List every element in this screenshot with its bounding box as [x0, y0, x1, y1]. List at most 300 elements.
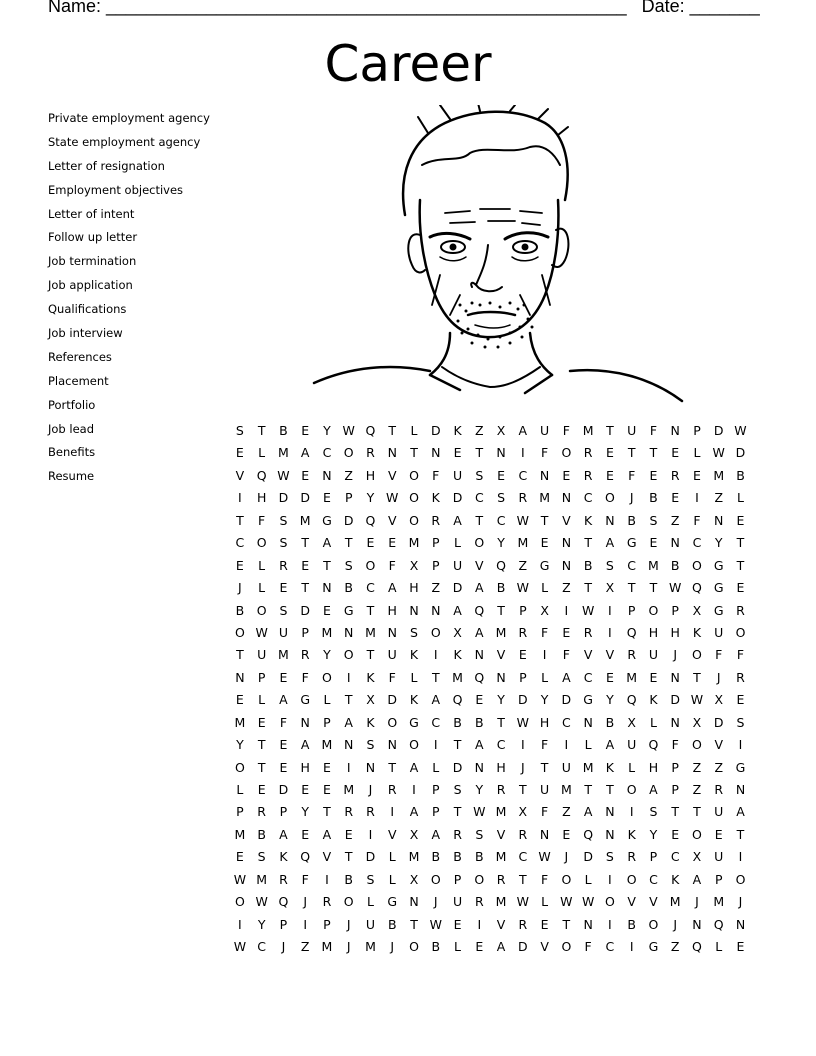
grid-letter[interactable]: E	[322, 490, 331, 506]
grid-letter[interactable]: M	[234, 826, 246, 842]
grid-letter[interactable]: E	[279, 669, 288, 685]
grid-letter[interactable]: E	[605, 467, 614, 483]
grid-letter[interactable]: N	[539, 467, 550, 483]
grid-letter[interactable]: S	[649, 512, 658, 528]
grid-letter[interactable]: T	[693, 804, 701, 820]
grid-letter[interactable]: N	[431, 445, 441, 461]
grid-letter[interactable]: E	[605, 445, 614, 461]
grid-letter[interactable]: W	[429, 916, 442, 932]
grid-letter[interactable]: W	[277, 467, 290, 483]
grid-letter[interactable]: C	[518, 467, 528, 483]
grid-letter[interactable]: T	[257, 737, 266, 753]
grid-letter[interactable]: A	[344, 714, 353, 730]
grid-letter[interactable]: Q	[300, 849, 311, 865]
grid-letter[interactable]: T	[693, 669, 701, 685]
grid-letter[interactable]: T	[584, 535, 592, 551]
grid-letter[interactable]: V	[475, 557, 484, 573]
grid-letter[interactable]: N	[735, 782, 746, 797]
grid-letter[interactable]: E	[279, 737, 288, 753]
grid-letter[interactable]: T	[431, 669, 440, 685]
grid-letter[interactable]: V	[496, 826, 506, 842]
grid-letter[interactable]: M	[365, 939, 376, 955]
grid-letter[interactable]: Q	[256, 467, 267, 483]
grid-letter[interactable]: U	[365, 916, 376, 932]
grid-letter[interactable]: X	[496, 423, 506, 438]
grid-letter[interactable]: L	[388, 849, 396, 865]
grid-letter[interactable]: Y	[475, 782, 484, 797]
grid-letter[interactable]: B	[583, 557, 593, 573]
grid-letter[interactable]: I	[608, 916, 612, 932]
grid-letter[interactable]: N	[344, 737, 354, 753]
grid-letter[interactable]: L	[715, 939, 723, 955]
grid-letter[interactable]: S	[605, 557, 614, 573]
grid-letter[interactable]: J	[303, 894, 308, 910]
grid-letter[interactable]: N	[300, 714, 310, 730]
grid-letter[interactable]: O	[234, 624, 245, 640]
grid-letter[interactable]: P	[671, 782, 679, 797]
grid-letter[interactable]: I	[608, 602, 612, 618]
grid-letter[interactable]: E	[257, 782, 266, 797]
grid-letter[interactable]: Q	[713, 916, 724, 932]
grid-letter[interactable]: R	[518, 624, 528, 640]
grid-letter[interactable]: P	[323, 714, 331, 730]
grid-letter[interactable]: O	[735, 871, 746, 887]
grid-letter[interactable]: L	[366, 894, 374, 910]
grid-letter[interactable]: M	[495, 804, 507, 820]
grid-letter[interactable]: O	[409, 490, 419, 506]
grid-letter[interactable]: E	[322, 602, 331, 618]
grid-letter[interactable]: V	[583, 647, 593, 663]
grid-letter[interactable]: S	[235, 423, 244, 438]
grid-letter[interactable]: H	[365, 467, 376, 483]
grid-letter[interactable]: G	[648, 939, 659, 955]
grid-letter[interactable]: F	[671, 737, 679, 753]
grid-letter[interactable]: B	[627, 916, 636, 932]
grid-letter[interactable]: E	[388, 535, 397, 551]
grid-letter[interactable]: W	[690, 692, 704, 708]
grid-letter[interactable]: S	[366, 871, 375, 887]
grid-letter[interactable]: U	[452, 557, 463, 573]
grid-letter[interactable]: I	[325, 871, 329, 887]
grid-letter[interactable]: I	[433, 737, 438, 753]
grid-letter[interactable]: T	[257, 423, 266, 438]
grid-letter[interactable]: U	[561, 759, 571, 775]
grid-letter[interactable]: T	[388, 423, 397, 438]
grid-letter[interactable]: F	[541, 445, 549, 461]
grid-letter[interactable]: W	[255, 624, 268, 640]
grid-letter[interactable]: O	[692, 826, 702, 842]
grid-letter[interactable]: F	[693, 512, 701, 528]
grid-letter[interactable]: P	[236, 804, 244, 820]
grid-letter[interactable]: P	[279, 804, 288, 820]
grid-letter[interactable]: M	[495, 624, 507, 640]
grid-letter[interactable]: B	[649, 490, 658, 506]
grid-letter[interactable]: H	[539, 714, 550, 730]
grid-letter[interactable]: W	[538, 849, 551, 865]
grid-letter[interactable]: M	[648, 557, 659, 573]
grid-letter[interactable]: B	[627, 512, 636, 528]
grid-letter[interactable]: E	[453, 916, 462, 932]
grid-letter[interactable]: H	[256, 490, 267, 506]
grid-letter[interactable]: R	[279, 871, 288, 887]
grid-letter[interactable]: I	[477, 916, 482, 932]
grid-letter[interactable]: H	[648, 624, 659, 640]
grid-letter[interactable]: T	[366, 602, 375, 618]
grid-letter[interactable]: G	[583, 692, 593, 708]
grid-letter[interactable]: O	[474, 871, 485, 887]
grid-letter[interactable]: T	[301, 580, 309, 596]
grid-letter[interactable]: C	[257, 939, 267, 955]
grid-letter[interactable]: O	[409, 512, 419, 528]
grid-letter[interactable]: C	[692, 535, 702, 551]
grid-letter[interactable]: I	[412, 782, 416, 797]
grid-letter[interactable]: K	[584, 512, 593, 528]
grid-letter[interactable]: Q	[365, 512, 376, 528]
grid-letter[interactable]: G	[387, 894, 398, 910]
name-field[interactable]: ____________________________________________________	[106, 0, 627, 16]
grid-letter[interactable]: N	[322, 580, 332, 596]
grid-letter[interactable]: N	[365, 759, 376, 775]
grid-letter[interactable]: O	[474, 535, 485, 551]
grid-letter[interactable]: I	[564, 602, 569, 618]
grid-letter[interactable]: Y	[649, 826, 658, 842]
grid-letter[interactable]: U	[714, 624, 724, 640]
grid-letter[interactable]: A	[431, 826, 441, 842]
grid-letter[interactable]: Z	[670, 939, 680, 955]
grid-letter[interactable]: X	[366, 692, 375, 708]
grid-letter[interactable]: I	[390, 804, 395, 820]
grid-letter[interactable]: T	[519, 782, 527, 797]
grid-letter[interactable]: A	[692, 871, 702, 887]
grid-letter[interactable]: A	[649, 782, 658, 797]
grid-letter[interactable]: T	[475, 512, 484, 528]
grid-letter[interactable]: L	[432, 759, 440, 775]
grid-letter[interactable]: Y	[323, 647, 331, 663]
grid-letter[interactable]: L	[454, 535, 462, 551]
grid-letter[interactable]: E	[301, 826, 310, 842]
grid-letter[interactable]: C	[496, 512, 506, 528]
grid-letter[interactable]: C	[583, 669, 593, 685]
grid-letter[interactable]: V	[235, 467, 245, 483]
grid-letter[interactable]: O	[387, 714, 398, 730]
grid-letter[interactable]: A	[387, 580, 397, 596]
grid-letter[interactable]: E	[736, 580, 745, 596]
grid-letter[interactable]: A	[279, 692, 288, 708]
grid-letter[interactable]: U	[540, 423, 550, 438]
grid-letter[interactable]: M	[408, 535, 420, 551]
grid-letter[interactable]: P	[432, 557, 440, 573]
grid-letter[interactable]: R	[583, 624, 593, 640]
grid-letter[interactable]: F	[736, 647, 745, 663]
grid-letter[interactable]: W	[581, 602, 595, 618]
grid-letter[interactable]: V	[649, 894, 658, 910]
grid-letter[interactable]: L	[258, 692, 266, 708]
grid-letter[interactable]: E	[671, 826, 680, 842]
grid-letter[interactable]: X	[409, 826, 419, 842]
grid-letter[interactable]: S	[649, 804, 658, 820]
grid-letter[interactable]: J	[673, 647, 678, 663]
grid-letter[interactable]: X	[540, 602, 549, 618]
grid-letter[interactable]: B	[257, 826, 266, 842]
grid-letter[interactable]: L	[541, 580, 549, 596]
grid-letter[interactable]: N	[409, 602, 419, 618]
grid-letter[interactable]: O	[626, 871, 637, 887]
grid-letter[interactable]: Q	[365, 423, 376, 438]
grid-letter[interactable]: C	[670, 849, 680, 865]
grid-letter[interactable]: N	[387, 624, 397, 640]
grid-letter[interactable]: I	[629, 939, 634, 955]
grid-letter[interactable]: P	[693, 423, 701, 438]
grid-letter[interactable]: C	[366, 580, 375, 596]
grid-letter[interactable]: Y	[714, 535, 723, 551]
grid-letter[interactable]: O	[604, 894, 615, 910]
grid-letter[interactable]: E	[540, 916, 549, 932]
grid-letter[interactable]: S	[736, 714, 745, 730]
grid-letter[interactable]: E	[649, 535, 658, 551]
grid-letter[interactable]: L	[584, 871, 592, 887]
grid-letter[interactable]: O	[343, 894, 354, 910]
grid-letter[interactable]: Z	[431, 580, 441, 596]
grid-letter[interactable]: I	[368, 826, 373, 842]
grid-letter[interactable]: G	[713, 557, 724, 573]
grid-letter[interactable]: H	[409, 580, 419, 596]
grid-letter[interactable]: B	[344, 580, 353, 596]
grid-letter[interactable]: V	[562, 512, 571, 528]
grid-letter[interactable]: R	[496, 871, 506, 887]
grid-letter[interactable]: Y	[497, 692, 505, 708]
grid-letter[interactable]: Z	[344, 467, 353, 483]
grid-letter[interactable]: K	[366, 669, 375, 685]
grid-letter[interactable]: I	[695, 490, 699, 506]
grid-letter[interactable]: T	[649, 445, 658, 461]
grid-letter[interactable]: T	[584, 782, 592, 797]
grid-letter[interactable]: H	[387, 602, 397, 618]
grid-letter[interactable]: V	[540, 939, 549, 955]
grid-letter[interactable]: J	[368, 782, 373, 797]
grid-letter[interactable]: F	[541, 871, 549, 887]
grid-letter[interactable]: I	[738, 737, 743, 753]
grid-letter[interactable]: T	[497, 714, 505, 730]
grid-letter[interactable]: E	[235, 557, 244, 573]
grid-letter[interactable]: E	[235, 445, 244, 461]
grid-letter[interactable]: R	[387, 782, 397, 797]
grid-letter[interactable]: C	[583, 490, 593, 506]
grid-letter[interactable]: X	[605, 580, 615, 596]
grid-letter[interactable]: D	[300, 490, 310, 506]
grid-letter[interactable]: W	[342, 423, 355, 438]
grid-letter[interactable]: R	[736, 669, 745, 685]
grid-letter[interactable]: J	[390, 939, 395, 955]
grid-letter[interactable]: C	[627, 557, 637, 573]
grid-letter[interactable]: I	[608, 871, 612, 887]
grid-letter[interactable]: R	[496, 782, 506, 797]
grid-letter[interactable]: K	[627, 826, 636, 842]
grid-letter[interactable]: U	[627, 423, 637, 438]
grid-letter[interactable]: T	[475, 445, 484, 461]
grid-letter[interactable]: K	[649, 692, 658, 708]
grid-letter[interactable]: T	[606, 423, 614, 438]
grid-letter[interactable]: S	[475, 826, 484, 842]
grid-letter[interactable]: M	[713, 467, 725, 483]
grid-letter[interactable]: A	[431, 692, 441, 708]
grid-letter[interactable]: B	[235, 602, 245, 618]
grid-letter[interactable]: O	[626, 782, 637, 797]
grid-letter[interactable]: A	[475, 624, 484, 640]
grid-letter[interactable]: J	[346, 939, 351, 955]
grid-letter[interactable]: S	[279, 535, 288, 551]
grid-letter[interactable]: T	[627, 445, 636, 461]
grid-letter[interactable]: A	[605, 737, 615, 753]
grid-letter[interactable]: B	[605, 714, 615, 730]
date-field[interactable]: _______	[689, 0, 760, 16]
grid-letter[interactable]: C	[496, 737, 506, 753]
grid-letter[interactable]: Z	[714, 759, 724, 775]
grid-letter[interactable]: O	[234, 759, 245, 775]
grid-letter[interactable]: U	[540, 782, 550, 797]
grid-letter[interactable]: J	[433, 894, 438, 910]
grid-letter[interactable]: K	[366, 714, 375, 730]
grid-letter[interactable]: J	[738, 894, 743, 910]
grid-letter[interactable]: O	[561, 871, 572, 887]
grid-letter[interactable]: N	[496, 669, 506, 685]
grid-letter[interactable]: U	[278, 624, 288, 640]
grid-letter[interactable]: Z	[475, 423, 484, 438]
grid-letter[interactable]: E	[562, 826, 571, 842]
grid-letter[interactable]: L	[410, 423, 418, 438]
grid-letter[interactable]: X	[692, 849, 702, 865]
grid-letter[interactable]: W	[233, 871, 247, 887]
grid-letter[interactable]: M	[560, 782, 572, 797]
grid-letter[interactable]: N	[583, 916, 593, 932]
grid-letter[interactable]: A	[605, 535, 615, 551]
grid-letter[interactable]: G	[626, 535, 637, 551]
grid-letter[interactable]: H	[670, 624, 680, 640]
grid-letter[interactable]: R	[518, 826, 528, 842]
grid-letter[interactable]: C	[322, 445, 332, 461]
grid-letter[interactable]: C	[235, 535, 245, 551]
grid-letter[interactable]: O	[343, 647, 354, 663]
grid-letter[interactable]: L	[258, 580, 266, 596]
grid-letter[interactable]: X	[453, 624, 462, 640]
grid-letter[interactable]: I	[542, 647, 547, 663]
grid-letter[interactable]: O	[561, 939, 572, 955]
grid-letter[interactable]: Q	[626, 692, 637, 708]
grid-letter[interactable]: T	[671, 804, 680, 820]
grid-letter[interactable]: S	[279, 602, 288, 618]
grid-letter[interactable]: F	[715, 647, 723, 663]
grid-letter[interactable]: J	[281, 939, 286, 955]
grid-letter[interactable]: Q	[648, 737, 659, 753]
grid-letter[interactable]: A	[518, 423, 528, 438]
grid-letter[interactable]: B	[344, 871, 353, 887]
grid-letter[interactable]: T	[627, 580, 636, 596]
grid-letter[interactable]: W	[581, 894, 595, 910]
grid-letter[interactable]: Y	[497, 535, 505, 551]
grid-letter[interactable]: A	[562, 669, 571, 685]
grid-letter[interactable]: S	[410, 624, 418, 640]
grid-letter[interactable]: T	[649, 580, 658, 596]
grid-letter[interactable]: D	[583, 849, 593, 865]
grid-letter[interactable]: F	[628, 467, 636, 483]
grid-letter[interactable]: F	[301, 871, 309, 887]
grid-letter[interactable]: U	[648, 647, 658, 663]
grid-letter[interactable]: T	[236, 647, 244, 663]
grid-letter[interactable]: M	[408, 849, 420, 865]
grid-letter[interactable]: Q	[692, 580, 702, 596]
grid-letter[interactable]: E	[453, 445, 462, 461]
grid-letter[interactable]: R	[583, 445, 593, 461]
grid-letter[interactable]: W	[386, 490, 399, 506]
grid-letter[interactable]: P	[627, 602, 636, 618]
grid-letter[interactable]: K	[453, 423, 462, 438]
grid-letter[interactable]: T	[388, 759, 397, 775]
grid-letter[interactable]: M	[452, 669, 463, 685]
grid-letter[interactable]: I	[520, 445, 525, 461]
grid-letter[interactable]: H	[648, 759, 659, 775]
grid-letter[interactable]: T	[584, 580, 592, 596]
grid-letter[interactable]: N	[735, 916, 746, 932]
grid-letter[interactable]: V	[496, 647, 506, 663]
grid-letter[interactable]: F	[584, 939, 592, 955]
grid-letter[interactable]: K	[605, 759, 614, 775]
grid-letter[interactable]: T	[236, 512, 244, 528]
grid-letter[interactable]: M	[299, 512, 311, 528]
grid-letter[interactable]: Y	[323, 423, 331, 438]
grid-letter[interactable]: K	[671, 871, 680, 887]
grid-letter[interactable]: M	[256, 871, 268, 887]
grid-letter[interactable]: K	[431, 490, 440, 506]
grid-letter[interactable]: Q	[583, 826, 594, 842]
grid-letter[interactable]: Y	[366, 490, 375, 506]
grid-letter[interactable]: P	[649, 849, 658, 865]
grid-letter[interactable]: M	[517, 535, 529, 551]
grid-letter[interactable]: X	[714, 692, 724, 708]
grid-letter[interactable]: J	[520, 759, 525, 775]
grid-letter[interactable]: D	[343, 512, 354, 528]
grid-letter[interactable]: G	[713, 580, 724, 596]
grid-letter[interactable]: M	[278, 647, 289, 663]
grid-letter[interactable]: E	[605, 669, 614, 685]
grid-letter[interactable]: M	[539, 490, 550, 506]
grid-letter[interactable]: J	[629, 490, 634, 506]
grid-letter[interactable]: N	[670, 423, 680, 438]
grid-letter[interactable]: L	[693, 445, 701, 461]
grid-letter[interactable]: G	[322, 512, 332, 528]
grid-letter[interactable]: F	[279, 714, 288, 730]
grid-letter[interactable]: A	[409, 759, 419, 775]
grid-letter[interactable]: K	[453, 647, 462, 663]
grid-letter[interactable]: Y	[257, 916, 266, 932]
grid-letter[interactable]: E	[736, 939, 745, 955]
grid-letter[interactable]: N	[322, 467, 332, 483]
grid-letter[interactable]: D	[365, 849, 376, 865]
grid-letter[interactable]: F	[388, 669, 396, 685]
grid-letter[interactable]: D	[735, 445, 746, 461]
grid-letter[interactable]: E	[562, 624, 571, 640]
grid-letter[interactable]: I	[433, 647, 438, 663]
grid-letter[interactable]: L	[258, 557, 266, 573]
grid-letter[interactable]: R	[518, 490, 528, 506]
grid-letter[interactable]: D	[561, 692, 572, 708]
grid-letter[interactable]: N	[539, 826, 550, 842]
grid-letter[interactable]: S	[344, 557, 353, 573]
grid-letter[interactable]: U	[257, 647, 267, 663]
grid-letter[interactable]: A	[453, 512, 462, 528]
grid-letter[interactable]: D	[452, 490, 463, 506]
grid-letter[interactable]: V	[714, 737, 723, 753]
grid-letter[interactable]: R	[453, 826, 462, 842]
grid-letter[interactable]: R	[670, 467, 680, 483]
